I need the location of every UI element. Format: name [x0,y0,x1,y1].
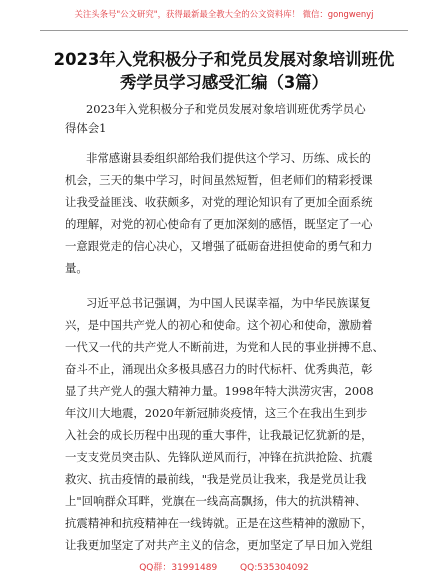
text-line: 习近平总书记强调，为中国人民谋幸福，为中华民族谋复 [86,296,371,310]
text-line: 上"回响群众耳畔，党旗在一线高高飘扬，伟大的抗洪精神、 [65,494,367,508]
text-line: 奋斗不止，涌现出众多极具感召力的时代标杆、优秀典范，彰 [65,362,373,376]
text-line: 兴，是中国共产党人的初心和使命。这个初心和使命，激励着 [65,318,373,332]
text-line: 一代又一代的共产党人不断前进，为党和人民的事业拼搏不息、 [65,340,384,354]
footer-qq-number: QQ:535304092 [240,563,309,573]
text-line: 救灾、抗击疫情的最前线，"我是党员让我来，我是党员让我 [65,472,367,486]
text-line: 一意跟党走的信心决心，又增强了砥砺奋进担使命的勇气和力 [65,239,373,253]
header-divider [40,30,408,31]
text-line: 得体会1 [65,121,107,135]
text-line: 年汶川大地震，2020年新冠肺炎疫情，这三个在我出生到步 [65,406,368,420]
document-title-line-1: 2023年入党积极分子和党员发展对象培训班优 [53,50,395,69]
text-line: 量。 [65,261,88,275]
footer-qq-group: QQ群：31991489 [139,563,218,573]
text-line: 抗震精神和抗疫精神在一线铸就。正是在这些精神的激励下， [65,516,373,530]
text-line: 2023年入党积极分子和党员发展对象培训班优秀学员心 [86,102,366,116]
text-line: 非常感谢县委组织部给我们提供这个学习、历练、成长的 [86,151,371,165]
text-line: 显了共产党人的强大精神力量。1998年特大洪涝灾害，2008 [65,384,374,398]
header-banner: 关注头条号"公文研究"，获得最新最全教大全的公文资料库！ 微信：gongwenyj [74,9,374,19]
text-line: 让我受益匪浅、收获颇多，对党的理论知识有了更加全面系统 [65,195,373,209]
text-line: 机会，三天的集中学习，时间虽然短暂，但老师们的精彩授课 [65,173,373,187]
text-line: 一支支党员突击队、先锋队逆风而行，冲锋在抗洪抢险、抗震 [65,450,373,464]
text-line: 的理解，对党的初心使命有了更加深刻的感悟，既坚定了一心 [65,217,373,231]
text-line: 让我更加坚定了对共产主义的信念，更加坚定了早日加入党组 [65,538,373,552]
text-line: 入社会的成长历程中出现的重大事件，让我最记忆犹新的是， [65,428,373,442]
document-title-line-2: 秀学员学习感受汇编（3篇） [119,73,329,92]
footer-contact [0,560,448,573]
